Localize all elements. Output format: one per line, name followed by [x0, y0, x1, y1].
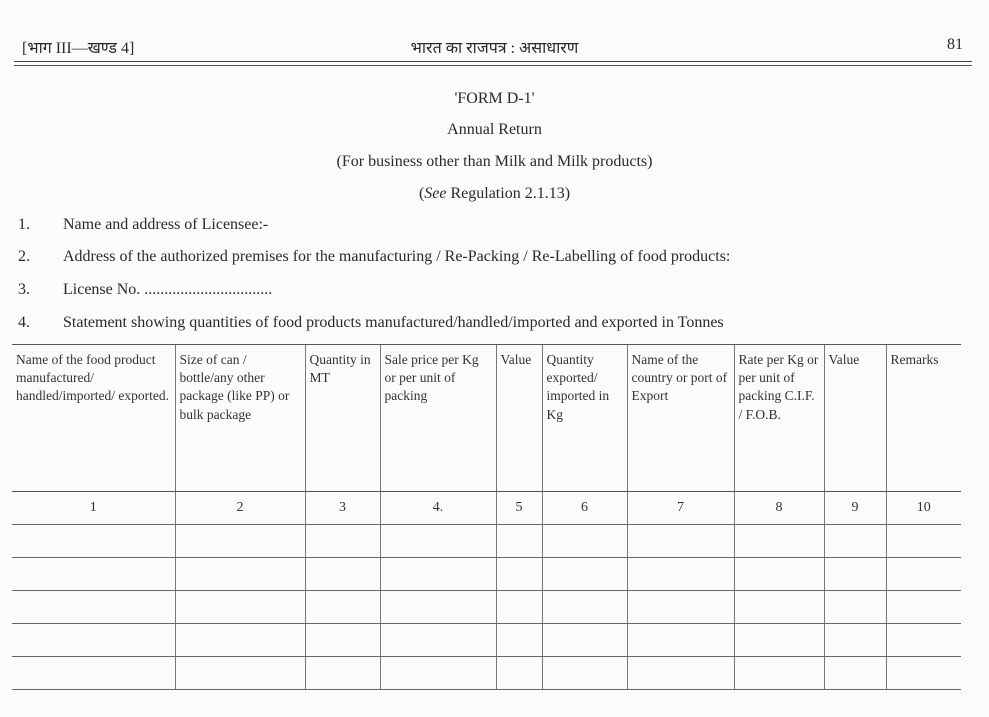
table-cell — [824, 558, 886, 591]
regulation-text: Regulation 2.1.13) — [446, 185, 571, 202]
table-cell — [305, 525, 380, 558]
table-cell — [886, 657, 961, 690]
item-number: 2. — [18, 248, 30, 265]
item-number: 3. — [18, 281, 30, 298]
column-number: 10 — [886, 492, 961, 525]
item-text: License No. ................................ — [63, 281, 273, 298]
gazette-part-label: [भाग III—खण्ड 4] — [22, 40, 135, 57]
table-cell — [175, 525, 305, 558]
item-number: 1. — [18, 216, 30, 233]
table-cell — [542, 558, 627, 591]
table-cell — [12, 558, 175, 591]
gazette-title: भारत का राजपत्र : असाधारण — [410, 40, 579, 57]
table-cell — [627, 525, 734, 558]
table-cell — [380, 624, 496, 657]
table-cell — [627, 558, 734, 591]
header-rule-thin — [14, 65, 972, 66]
table-row — [12, 525, 961, 558]
col-header-remarks: Remarks — [886, 345, 961, 492]
table-row — [12, 657, 961, 690]
item-text: Address of the authorized premises for the manufacturing / Re-Packing / Re-Labelling of food products: — [63, 248, 731, 265]
table-cell — [12, 657, 175, 690]
table-cell — [305, 624, 380, 657]
table-cell — [542, 525, 627, 558]
column-number: 6 — [542, 492, 627, 525]
item-text: Name and address of Licensee:- — [63, 216, 269, 233]
table-cell — [734, 657, 824, 690]
col-header-value-2: Value — [824, 345, 886, 492]
col-header-quantity-mt: Quantity in MT — [305, 345, 380, 492]
table-row — [12, 591, 961, 624]
table-cell — [542, 591, 627, 624]
table-cell — [175, 624, 305, 657]
table-cell — [734, 525, 824, 558]
table-cell — [496, 525, 542, 558]
col-header-quantity-exported: Quantity exported/ imported in Kg — [542, 345, 627, 492]
col-header-rate: Rate per Kg or per unit of packing C.I.F. / F.O.B. — [734, 345, 824, 492]
col-header-sale-price: Sale price per Kg or per unit of packing — [380, 345, 496, 492]
table-cell — [824, 624, 886, 657]
column-number: 1 — [12, 492, 175, 525]
column-number: 8 — [734, 492, 824, 525]
table-cell — [380, 657, 496, 690]
see-word: See — [424, 185, 447, 202]
col-header-export-country: Name of the country or port of Export — [627, 345, 734, 492]
table-cell — [542, 624, 627, 657]
col-header-food-product: Name of the food product manufactured/ handled/imported/ exported. — [12, 345, 175, 492]
form-scope: (For business other than Milk and Milk products) — [336, 153, 653, 170]
header-rule-thick — [14, 61, 972, 62]
table-cell — [305, 657, 380, 690]
column-number: 3 — [305, 492, 380, 525]
table-cell — [175, 591, 305, 624]
table-cell — [886, 525, 961, 558]
item-text: Statement showing quantities of food products manufactured/handled/imported and exported in Tonnes — [63, 314, 724, 331]
column-number: 5 — [496, 492, 542, 525]
table-cell — [496, 558, 542, 591]
table-cell — [627, 624, 734, 657]
table-cell — [542, 657, 627, 690]
table-cell — [496, 624, 542, 657]
table-cell — [734, 624, 824, 657]
col-header-package-size: Size of can / bottle/any other package (like PP) or bulk package — [175, 345, 305, 492]
table-cell — [886, 624, 961, 657]
form-title: 'FORM D-1' — [454, 90, 535, 107]
table-cell — [824, 525, 886, 558]
table-cell — [824, 657, 886, 690]
table-cell — [496, 657, 542, 690]
regulation-reference: (See Regulation 2.1.13) — [418, 185, 571, 202]
table-cell — [627, 591, 734, 624]
table-cell — [305, 558, 380, 591]
table-cell — [175, 657, 305, 690]
table-cell — [12, 591, 175, 624]
table-cell — [734, 558, 824, 591]
table-cell — [627, 657, 734, 690]
column-number: 9 — [824, 492, 886, 525]
form-subtitle: Annual Return — [447, 121, 542, 138]
table-cell — [12, 624, 175, 657]
column-number: 4. — [380, 492, 496, 525]
page-number: 81 — [947, 36, 963, 53]
column-number-row — [12, 492, 961, 525]
table-cell — [886, 558, 961, 591]
table-cell — [12, 525, 175, 558]
table-cell — [734, 591, 824, 624]
table-cell — [175, 558, 305, 591]
table-cell — [305, 591, 380, 624]
table-cell — [380, 558, 496, 591]
column-number: 2 — [175, 492, 305, 525]
table-row — [12, 624, 961, 657]
annual-return-table — [12, 344, 961, 690]
table-row — [12, 558, 961, 591]
table-cell — [824, 591, 886, 624]
column-number: 7 — [627, 492, 734, 525]
col-header-value: Value — [496, 345, 542, 492]
table-cell — [380, 525, 496, 558]
table-cell — [886, 591, 961, 624]
table-cell — [496, 591, 542, 624]
table-cell — [380, 591, 496, 624]
item-number: 4. — [18, 314, 30, 331]
table-header-row — [12, 345, 961, 492]
